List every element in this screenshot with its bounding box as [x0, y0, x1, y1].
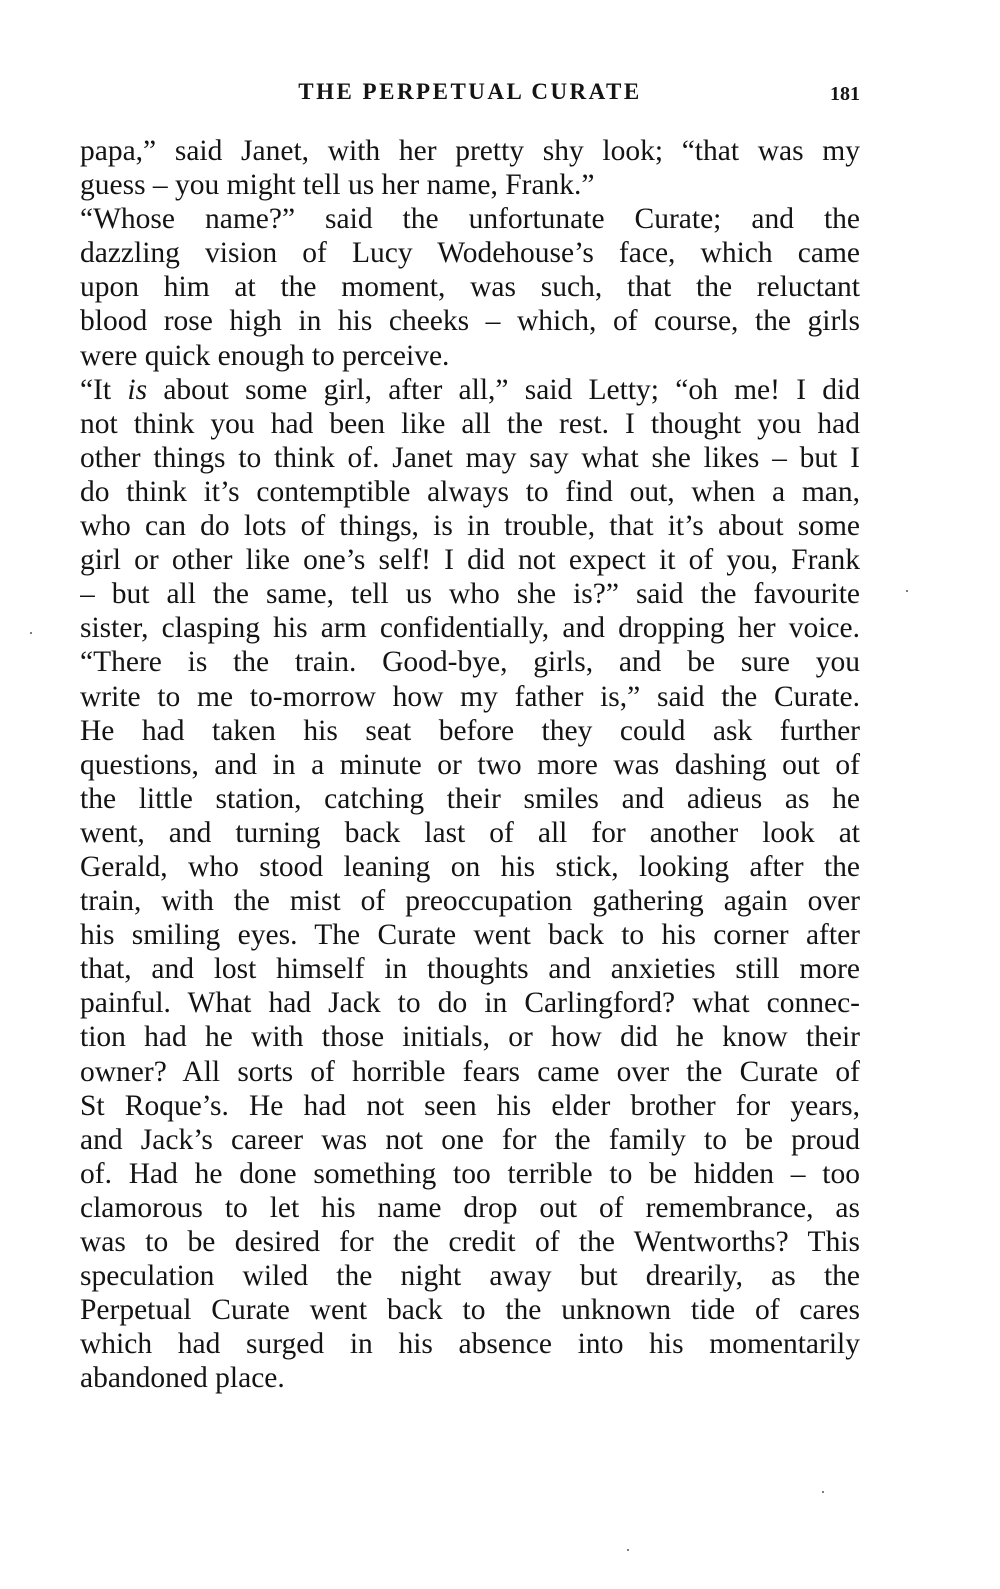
page-number: 181 — [830, 83, 860, 105]
text-line: went, and turning back last of all for another look at — [80, 816, 860, 849]
text-line: guess – you might tell us her name, Frank.” — [80, 169, 595, 202]
text-line: Perpetual Curate went back to the unknown tide of cares — [80, 1294, 860, 1327]
text-line: the little station, catching their smiles and adieus as he — [80, 782, 860, 815]
text-line: sister, clasping his arm confidentially, and dropping her voice. — [80, 612, 860, 645]
text-line: that, and lost himself in thoughts and anxieties still more — [80, 953, 860, 986]
text-line: clamorous to let his name drop out of remembrance, as — [80, 1191, 860, 1224]
text-line: owner? All sorts of horrible fears came over the Curate of — [80, 1055, 860, 1088]
text-line: girl or other like one’s self! I did not expect it of you, Frank — [80, 544, 860, 577]
text-line: questions, and in a minute or two more was dashing out of — [80, 748, 860, 781]
running-header — [80, 76, 860, 108]
running-title: THE PERPETUAL CURATE — [298, 79, 642, 104]
text-line: blood rose high in his cheeks – which, of course, the girls — [80, 305, 860, 338]
text-line: tion had he with those initials, or how did he know their — [80, 1021, 860, 1054]
text-line: – but all the same, tell us who she is?” said the favourite — [80, 578, 860, 611]
text-line: which had surged in his absence into his momentarily — [80, 1328, 860, 1361]
text-line: upon him at the moment, was such, that the reluctant — [80, 271, 860, 304]
text-line: He had taken his seat before they could ask further — [80, 714, 860, 747]
text-line: painful. What had Jack to do in Carlingford? what connec- — [80, 987, 860, 1020]
text-line: “Whose name?” said the unfortunate Curate; and the — [80, 203, 860, 236]
text-line: do think it’s contemptible always to find out, when a man, — [80, 475, 860, 508]
scan-speck — [627, 1549, 629, 1551]
text-line: not think you had been like all the rest. I thought you had — [80, 407, 860, 440]
line-lead: “It — [80, 373, 128, 406]
text-line: was to be desired for the credit of the Wentworths? This — [80, 1226, 860, 1258]
body-text — [80, 134, 860, 1394]
scan-speck — [822, 1491, 824, 1493]
text-line: St Roque’s. He had not seen his elder brother for years, — [80, 1089, 860, 1122]
text-line: were quick enough to perceive. — [80, 339, 450, 372]
text-line: “There is the train. Good-bye, girls, and be sure you — [80, 646, 860, 679]
text-line: papa,” said Janet, with her pretty shy look; “that was my — [80, 135, 860, 167]
text-line: dazzling vision of Lucy Wodehouse’s face, which came — [80, 237, 860, 270]
text-line: his smiling eyes. The Curate went back to his corner after — [80, 919, 860, 952]
text-line-with-emphasis — [80, 373, 860, 407]
scan-speck — [906, 590, 908, 592]
text-line: and Jack’s career was not one for the family to be proud — [80, 1123, 860, 1156]
text-line: speculation wiled the night away but drearily, as the — [80, 1260, 860, 1293]
text-line: of. Had he done something too terrible to be hidden – too — [80, 1157, 860, 1190]
emphasis-word: is — [127, 373, 148, 406]
text-line: Gerald, who stood leaning on his stick, looking after the — [80, 850, 860, 883]
text-line: who can do lots of things, is in trouble, that it’s about some — [80, 510, 860, 543]
text-line: other things to think of. Janet may say what she likes – but I — [80, 441, 860, 474]
text-line: abandoned place. — [80, 1362, 285, 1395]
text-line: write to me to-morrow how my father is,” said the Curate. — [80, 680, 860, 713]
line-rest: about some girl, after all,” said Letty; “oh me! I did — [163, 373, 860, 406]
text-line: train, with the mist of preoccupation gathering again over — [80, 885, 860, 918]
scan-speck — [30, 632, 32, 634]
